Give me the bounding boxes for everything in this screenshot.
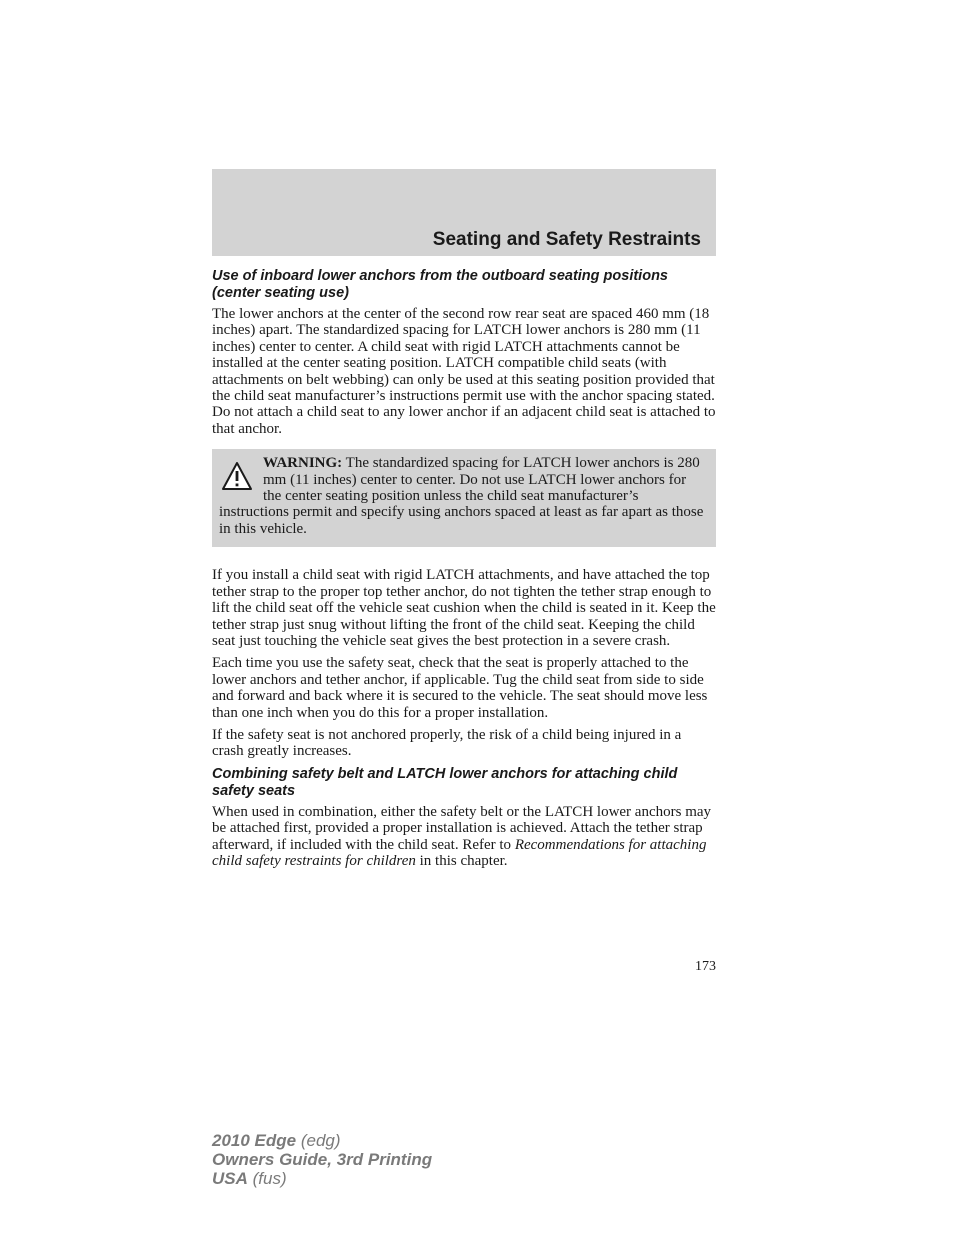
footer-model-code: (edg) [296,1131,341,1150]
combination-text: When used in combination, either the safety belt or the LATCH lower anchors may be attached first, provided a proper installation is achieved. Attach the tether strap afterward, if included with the child seat. Refer to [212,803,712,853]
footer-line-market [212,1169,432,1188]
combination-text-end: in this chapter. [415,852,508,869]
paragraph-combination [212,804,716,870]
footer-model: 2010 Edge [212,1131,297,1150]
subheading-center-seating: Use of inboard lower anchors from the outboard seating positions (center seating use) [212,268,668,301]
warning-label: WARNING: [263,455,343,472]
warning-box [212,449,716,547]
subheading-combining: Combining safety belt and LATCH lower anchors for attaching child safety seats [212,765,678,799]
footer-market-code: (fus) [247,1169,287,1188]
paragraph-lower-anchors: The lower anchors at the center of the second row rear seat are spaced 460 mm (18 inches) apart. The standardized spacing for LATCH lower anchors is 280 mm (11 inches) center to center. A child seat with rigid LATCH attachments cannot be installed at the center seating position. LATCH compatible child seats (with attachments on belt webbing) can only be used at this seating position provided that the child seat manufacturer’s instructions permit use with the anchor spacing stated. Do not attach a child seat to any lower anchor if an adjacent child seat is attached to that anchor. [212,306,716,437]
paragraph-check-seat: Each time you use the safety seat, check that the seat is properly attached to the lower anchors and tether anchor, if applicable. Tug the child seat from side to side and forward and back where it is secured to the vehicle. The seat should move less than one inch when you do this for a proper installation. [212,655,708,721]
footer-printing: Owners Guide, 3rd Printing [212,1150,433,1169]
warning-text: The standardized spacing for LATCH lower anchors is 280 mm (11 inches) center to center. Do not use LATCH lower anchors for the center seating position unless the child seat manufacturer’s instructions permit and specify using anchors spaced at least as far apart as those in this vehicle. [219,455,704,537]
reference-link-text: Recommendations for attaching child safety restraints for children [212,836,707,869]
footer-market: USA [212,1169,248,1188]
page-number: 173 [695,959,716,974]
paragraph-risk: If the safety seat is not anchored properly, the risk of a child being injured in a crash greatly increases. [212,726,682,760]
warning-triangle-icon [221,461,253,491]
footer [212,1131,432,1188]
paragraph-tether-strap: If you install a child seat with rigid LATCH attachments, and have attached the top tether strap to the proper top tether anchor, do not tighten the tether strap enough to lift the child seat off the vehicle seat cushion when the child is seated in it. Keep the tether strap just snug without lifting the front of the child seat. Keeping the child seat just touching the vehicle seat gives the best protection in a severe crash. [212,567,716,649]
section-title: Seating and Safety Restraints [432,229,701,250]
section-header-band [212,169,716,256]
page-content [212,268,716,875]
footer-line-model [212,1131,432,1150]
